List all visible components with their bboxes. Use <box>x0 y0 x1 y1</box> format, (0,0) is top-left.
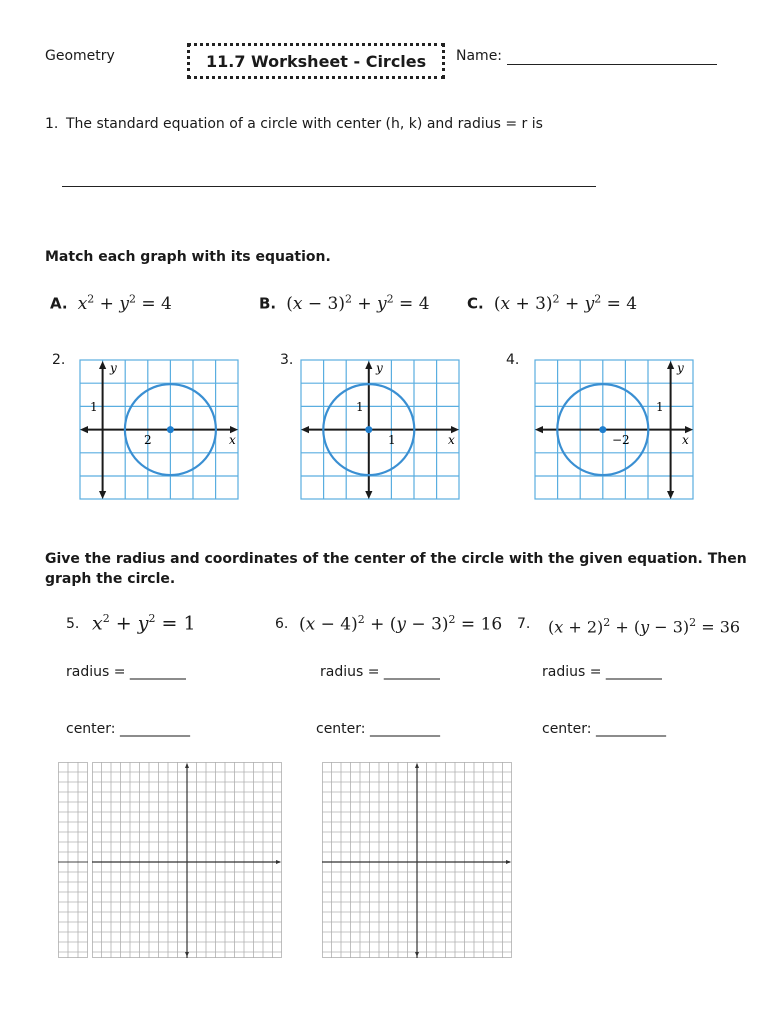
blank-grid-strip[interactable] <box>58 762 88 958</box>
option-c-letter: C. <box>467 294 484 313</box>
problem-5-number: 5. <box>66 616 80 632</box>
blank-graph-6-arrow-up <box>415 763 419 768</box>
graph-3-arrow-left <box>301 426 309 433</box>
q1-text: The standard equation of a circle with center (h, k) and radius = r is <box>66 116 543 132</box>
graph-2-y-label: y <box>110 361 117 375</box>
problem-7-radius[interactable]: radius = ________ <box>542 664 662 680</box>
course-label: Geometry <box>45 48 115 64</box>
graph-2-arrow-down <box>99 491 106 499</box>
graph-2-arrow-left <box>80 426 88 433</box>
name-label: Name: <box>456 48 503 64</box>
graph-4-number: 4. <box>506 352 520 368</box>
graph-2-x-label: x <box>229 433 236 447</box>
name-blank-line[interactable] <box>507 64 717 65</box>
graph-4-y-label: y <box>677 361 684 375</box>
problem-7-equation: $(x + 2)^2 + (y - 3)^2 = 36$ <box>548 616 741 637</box>
graph-2-number: 2. <box>52 352 66 368</box>
problem-6-center[interactable]: center: __________ <box>316 721 440 737</box>
problem-5-radius[interactable]: radius = ________ <box>66 664 186 680</box>
problem-7-center[interactable]: center: __________ <box>542 721 666 737</box>
option-c <box>467 292 637 314</box>
graph-2-center-dot <box>167 426 174 433</box>
problem-6-radius[interactable]: radius = ________ <box>320 664 440 680</box>
blank-graph-5-arrow-right <box>276 860 281 864</box>
graph-3 <box>300 358 460 500</box>
graph-2 <box>79 358 239 500</box>
option-c-equation: $(x + 3)^2 + y^2 = 4$ <box>493 292 638 314</box>
blank-graph-5-arrow-down <box>185 952 189 957</box>
q1-number: 1. <box>45 116 59 132</box>
graph-3-x-tick: 1 <box>388 433 396 447</box>
option-a <box>50 292 172 314</box>
blank-graph-6[interactable] <box>322 762 512 958</box>
graph-4 <box>534 358 694 500</box>
graph-4-center-dot <box>599 426 606 433</box>
graph-2-y-tick: 1 <box>90 400 98 414</box>
problem-6-number: 6. <box>275 616 289 632</box>
graph-4-arrow-left <box>535 426 543 433</box>
option-a-letter: A. <box>50 294 68 313</box>
problem-6-equation: $(x - 4)^2 + (y - 3)^2 = 16$ <box>299 613 503 635</box>
q1-answer-line[interactable] <box>62 186 596 187</box>
problem-5-equation: $x^2 + y^2 = 1$ <box>92 612 196 635</box>
blank-graph-5[interactable] <box>92 762 282 958</box>
graph-3-number: 3. <box>280 352 294 368</box>
graph-3-arrow-up <box>365 361 372 369</box>
blank-graph-5-arrow-up <box>185 763 189 768</box>
blank-graph-6-arrow-right <box>506 860 511 864</box>
worksheet-title: 11.7 Worksheet - Circles <box>187 43 445 79</box>
problem-7-number: 7. <box>517 616 531 632</box>
graph-2-x-tick: 2 <box>144 433 152 447</box>
graph-4-arrow-up <box>667 361 674 369</box>
graph-4-arrow-down <box>667 491 674 499</box>
blank-graph-6-arrow-down <box>415 952 419 957</box>
option-a-equation: $x^2 + y^2 = 4$ <box>77 292 172 314</box>
graph-4-y-tick: 1 <box>656 400 664 414</box>
graph-3-y-label: y <box>376 361 383 375</box>
graph-3-center-dot <box>365 426 372 433</box>
graph-4-x-tick: −2 <box>612 433 630 447</box>
graph-4-x-label: x <box>682 433 689 447</box>
option-b-letter: B. <box>259 294 277 313</box>
graph-3-y-tick: 1 <box>356 400 364 414</box>
section2-heading-line2: graph the circle. <box>45 571 176 587</box>
matching-heading: Match each graph with its equation. <box>45 249 331 265</box>
problem-5-center[interactable]: center: __________ <box>66 721 190 737</box>
graph-2-arrow-up <box>99 361 106 369</box>
graph-3-arrow-down <box>365 491 372 499</box>
section2-heading-line1: Give the radius and coordinates of the center of the circle with the given equation. Then <box>45 551 747 567</box>
graph-3-x-label: x <box>448 433 455 447</box>
option-b-equation: $(x - 3)^2 + y^2 = 4$ <box>286 292 430 314</box>
option-b <box>259 292 430 314</box>
